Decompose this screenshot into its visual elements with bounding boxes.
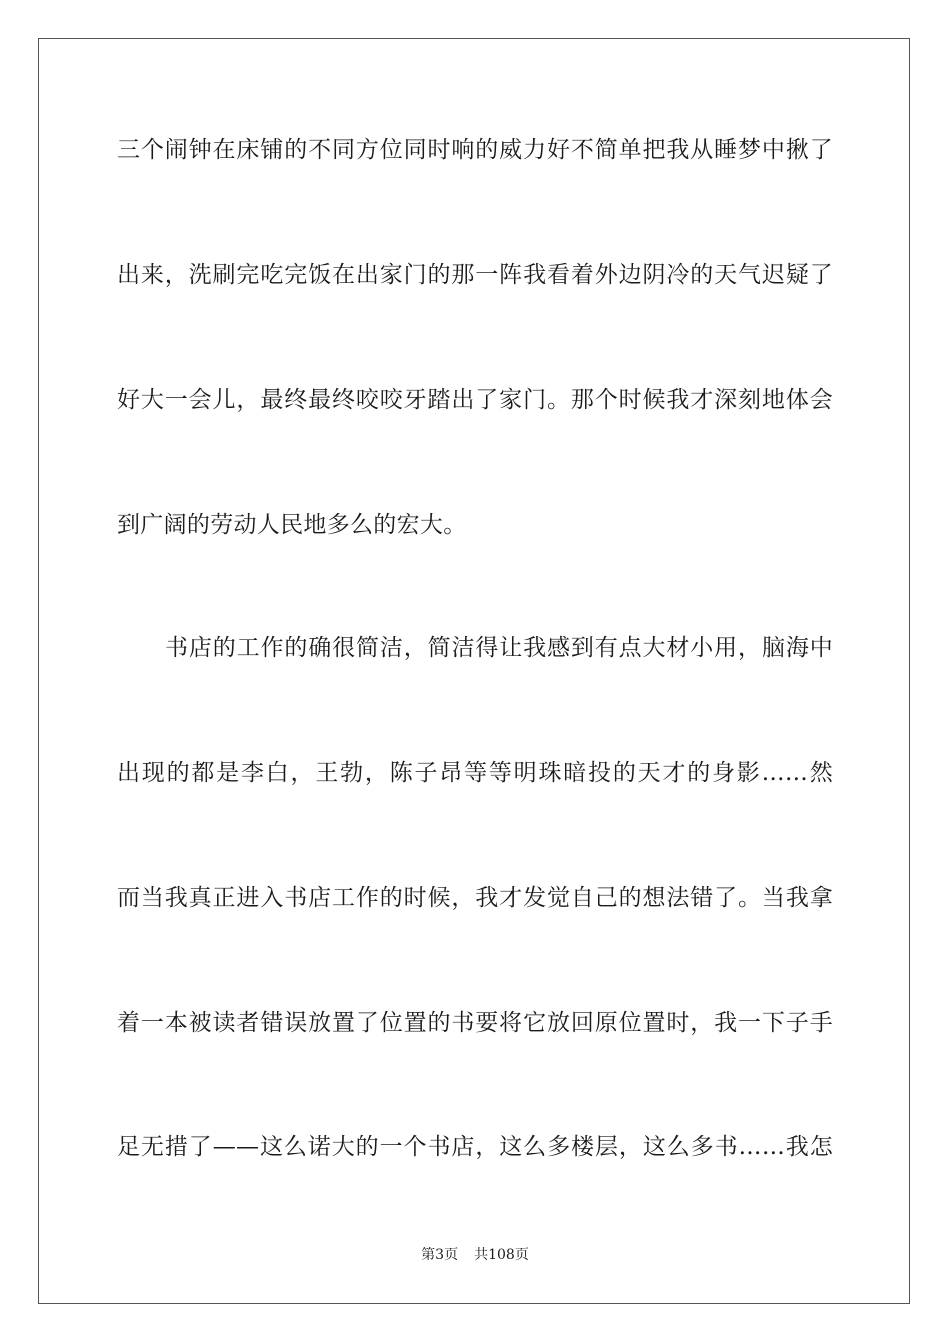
text-line-9: 足无措了——这么诺大的一个书店，这么多楼层，这么多书……我怎	[117, 1134, 833, 1160]
page-number: 第3页	[421, 1247, 459, 1263]
text-line-6: 出现的都是李白，王勃，陈子昂等等明珠暗投的天才的身影……然	[117, 760, 833, 786]
page-footer	[0, 1245, 950, 1265]
page-border	[38, 38, 910, 1304]
total-pages: 共108页	[474, 1247, 529, 1263]
text-line-5-paragraph-start: 书店的工作的确很简洁，简洁得让我感到有点大材小用，脑海中	[165, 635, 833, 661]
text-line-3: 好大一会儿，最终最终咬咬牙踏出了家门。那个时候我才深刻地体会	[117, 387, 833, 413]
text-line-1: 三个闹钟在床铺的不同方位同时响的威力好不简单把我从睡梦中揪了	[117, 137, 833, 163]
text-line-7: 而当我真正进入书店工作的时候，我才发觉自己的想法错了。当我拿	[117, 885, 833, 911]
text-line-4: 到广阔的劳动人民地多么的宏大。	[117, 512, 467, 538]
text-line-2: 出来，洗刷完吃完饭在出家门的那一阵我看着外边阴冷的天气迟疑了	[117, 262, 833, 288]
text-line-8: 着一本被读者错误放置了位置的书要将它放回原位置时，我一下子手	[117, 1010, 833, 1036]
